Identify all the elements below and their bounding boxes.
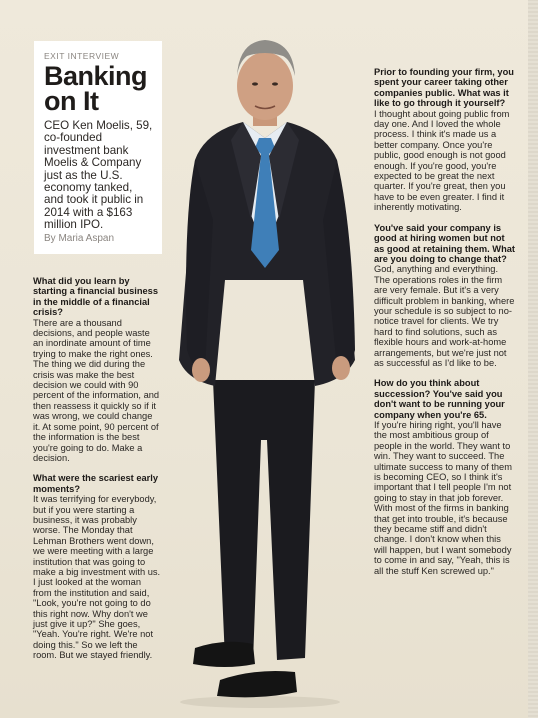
headline-line-1: Banking [44,61,148,91]
answer-4: God, anything and everything. The operations roles in the firm are very female. But it's a very difficult problem in banking, where your schedule is so subject to no-notice travel for clients. We try hard to find solutions, such as flexible hours and work-at-home arrangements, but we're just not as successful as I'd like to be. [374,264,515,368]
question-3: Prior to founding your firm, you spent your career taking other companies public. What was it like to go through it yourself? [374,67,514,109]
answer-3: I thought about going public from day one. And I loved the whole process. I think it's made us a better company. Once you're public, good enough is not good enough. If you're good, you're expected to be great the next quarter. If you're great, then you have to be even greater. I find it inherently motivating. [374,108,510,213]
page-edge [528,0,538,718]
answer-5: If you're hiring right, you'll have the most ambitious group of people in the world. They want to win. They want to succeed. The ultimate success to many of them is becoming CEO, so I think it's important that I tell people I'm not going to stay in that job forever. With most of the firms in banking that get into trouble, it's because they became stiff and didn't change. I don't know when this will happen, but I want somebody to come in and say, "Yeah, this is all the stuff Ken screwed up." [374,420,512,576]
title-box [34,41,162,254]
question-4: You've said your company is good at hiring women but not as good at retaining them. What are you doing to change that? [374,222,516,264]
question-2: What were the scariest early moments? [33,473,159,494]
answer-1: There are a thousand decisions, and people waste an inordinate amount of time trying to make the right ones. The thing we did during the crisis was make the best decision we could with 90 percent of the information, and then reassess it quickly so if it was wrong, we could change it. At some point, 90 percent of the information is the best you're going to do. Make a decision. [33,317,160,463]
byline: By Maria Aspan [44,232,115,244]
section-kicker: EXIT INTERVIEW [44,51,120,61]
right-column [374,67,516,586]
dek: CEO Ken Moelis, 59, co-founded investment bank Moelis & Company just as the U.S. economy tanked, and took it public in 2014 with a $163 million IPO. [44,119,153,232]
left-column [33,276,161,671]
headline [44,61,154,116]
portrait-photo [165,20,370,710]
question-5: How do you think about succession? You've said you don't want to be running your company when you're 65. [374,378,505,420]
answer-2: It was terrifying for everybody, but if you were starting a business, it was probably worse. The Monday that Lehman Brothers went down, we were meeting with a large institution that was going to make a big investment with us. I just looked at the woman from the institution and said, "Look, you're not going to do this right now. Why don't we just give it up?" She goes, "Yeah. You're right. We're not doing this." So we left the room. But we stayed friendly. [33,494,161,661]
headline-line-2: on It [44,86,99,116]
question-1: What did you learn by starting a financial business in the middle of a financial crisis? [33,276,159,318]
